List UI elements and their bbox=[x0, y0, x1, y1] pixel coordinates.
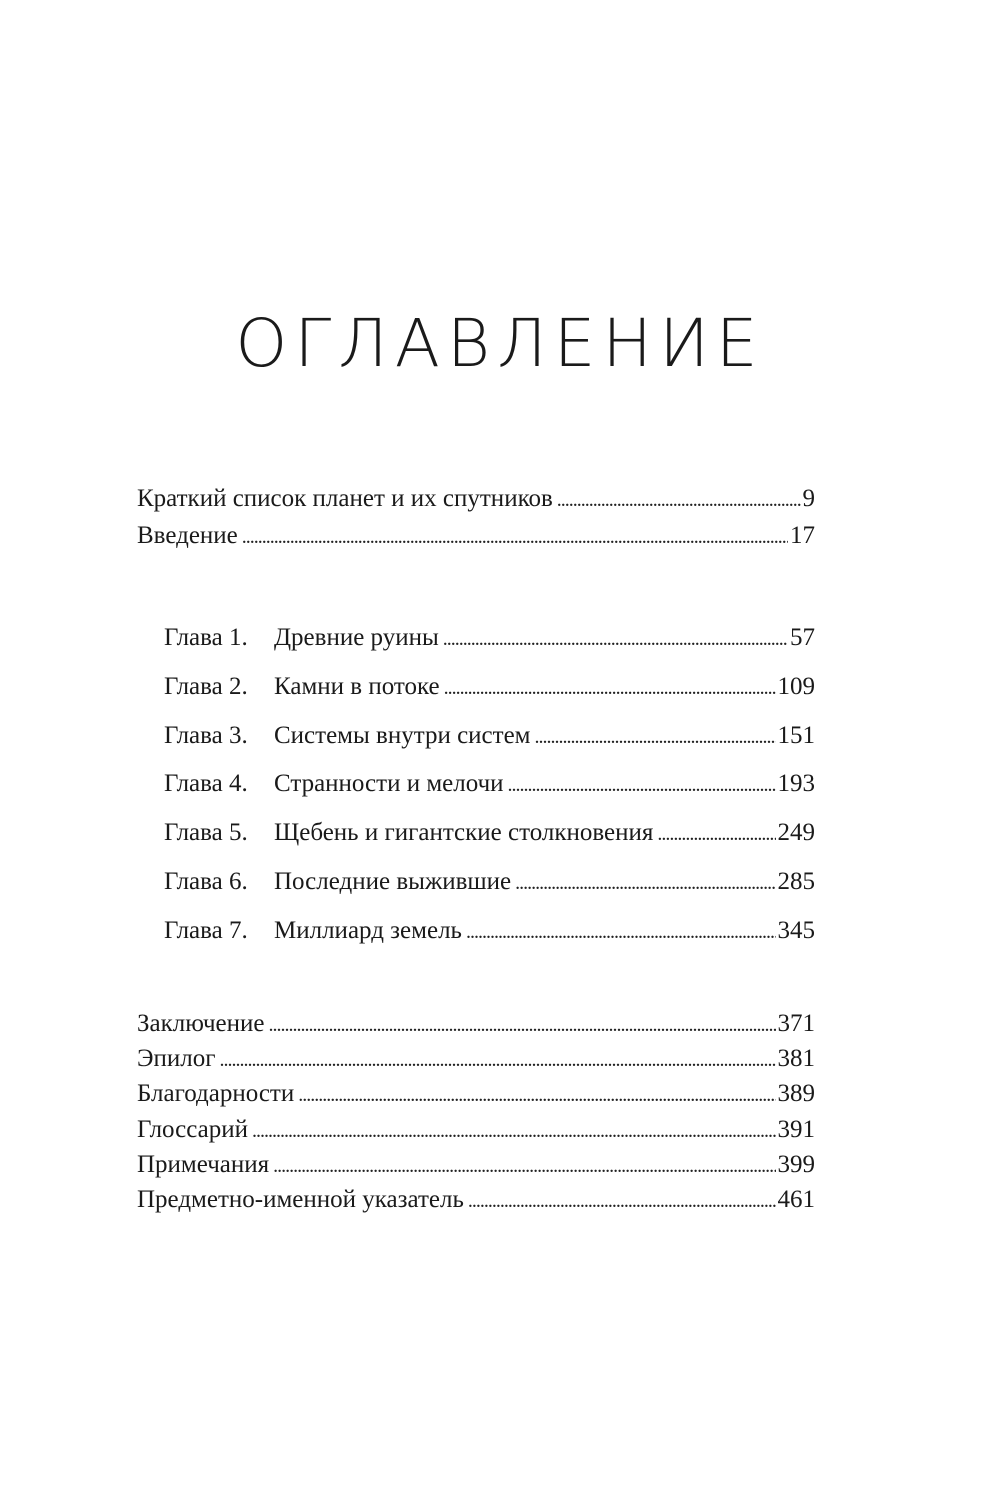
toc-entry-page: 371 bbox=[777, 1010, 815, 1037]
chapter-number: Глава 5. bbox=[164, 819, 248, 847]
chapter-title: Системы внутри систем bbox=[274, 721, 531, 749]
toc-chapter-entry[interactable] bbox=[164, 760, 815, 809]
toc-entry[interactable] bbox=[137, 1182, 815, 1217]
toc-back-matter bbox=[137, 1006, 815, 1217]
toc-entry-page: 391 bbox=[777, 1115, 815, 1143]
toc-entry[interactable] bbox=[137, 480, 815, 517]
chapter-title: Древние руины bbox=[274, 624, 439, 651]
toc-entry-page: 381 bbox=[777, 1045, 815, 1073]
toc-entry[interactable] bbox=[137, 517, 815, 554]
toc-chapter-entry[interactable] bbox=[164, 858, 815, 907]
toc-chapter-entry[interactable] bbox=[164, 614, 815, 663]
toc-entry-label: Предметно-именной указатель bbox=[137, 1185, 464, 1213]
toc-entry-label: Примечания bbox=[137, 1150, 270, 1178]
toc-chapters bbox=[164, 614, 815, 956]
toc-chapter-entry[interactable] bbox=[164, 907, 815, 956]
dot-leader bbox=[466, 907, 776, 957]
chapter-page: 285 bbox=[777, 867, 815, 895]
chapter-number: Глава 3. bbox=[164, 721, 248, 749]
chapter-title: Последние выжившие bbox=[274, 867, 512, 895]
chapter-number: Глава 7. bbox=[164, 916, 248, 944]
toc-entry[interactable] bbox=[137, 1041, 815, 1076]
chapter-page: 345 bbox=[777, 916, 815, 944]
chapter-number: Глава 2. bbox=[164, 672, 248, 700]
chapter-title: Миллиард земель bbox=[274, 916, 462, 944]
toc-entry-page: 17 bbox=[790, 522, 815, 549]
toc-chapter-entry[interactable] bbox=[164, 663, 815, 712]
chapter-page: 193 bbox=[777, 770, 815, 798]
dot-leader bbox=[444, 663, 776, 713]
chapter-title: Странности и мелочи bbox=[274, 770, 504, 798]
chapter-page: 151 bbox=[777, 721, 815, 749]
toc-entry-label: Краткий список планет и их спутников bbox=[137, 485, 553, 512]
toc-entry[interactable] bbox=[137, 1076, 815, 1111]
dot-leader bbox=[515, 858, 775, 908]
toc-entry-label: Благодарности bbox=[137, 1080, 295, 1108]
chapter-number: Глава 1. bbox=[164, 624, 248, 651]
dot-leader bbox=[298, 1076, 775, 1113]
dot-leader bbox=[557, 480, 801, 519]
toc-entry-label: Заключение bbox=[137, 1010, 265, 1037]
dot-leader bbox=[269, 1006, 776, 1043]
chapter-number: Глава 6. bbox=[164, 867, 248, 895]
chapter-number: Глава 4. bbox=[164, 770, 248, 798]
toc-front-matter bbox=[137, 480, 815, 554]
toc-entry-label: Глоссарий bbox=[137, 1115, 249, 1143]
toc-chapter-entry[interactable] bbox=[164, 712, 815, 761]
chapter-title: Щебень и гигантские столкновения bbox=[274, 819, 654, 847]
dot-leader bbox=[220, 1041, 776, 1078]
dot-leader bbox=[242, 517, 788, 556]
chapter-title: Камни в потоке bbox=[274, 672, 440, 700]
toc-chapter-entry[interactable] bbox=[164, 809, 815, 858]
dot-leader bbox=[252, 1112, 775, 1149]
toc-entry-page: 461 bbox=[777, 1185, 815, 1213]
toc-entry-page: 389 bbox=[777, 1080, 815, 1108]
toc-entry-label: Введение bbox=[137, 522, 238, 549]
dot-leader bbox=[468, 1182, 776, 1219]
toc-entry-page: 399 bbox=[777, 1150, 815, 1178]
toc-entry-page: 9 bbox=[802, 485, 815, 512]
dot-leader bbox=[508, 760, 776, 810]
chapter-page: 109 bbox=[777, 672, 815, 700]
toc-entry[interactable] bbox=[137, 1006, 815, 1041]
toc-entry[interactable] bbox=[137, 1147, 815, 1182]
toc-entry-label: Эпилог bbox=[137, 1045, 216, 1073]
dot-leader bbox=[535, 712, 776, 762]
dot-leader bbox=[657, 809, 775, 859]
dot-leader bbox=[443, 614, 788, 664]
dot-leader bbox=[273, 1147, 775, 1184]
toc-entry[interactable] bbox=[137, 1112, 815, 1147]
chapter-page: 57 bbox=[790, 624, 815, 651]
chapter-page: 249 bbox=[777, 819, 815, 847]
page-title: ОГЛАВЛЕНИЕ bbox=[235, 305, 765, 382]
